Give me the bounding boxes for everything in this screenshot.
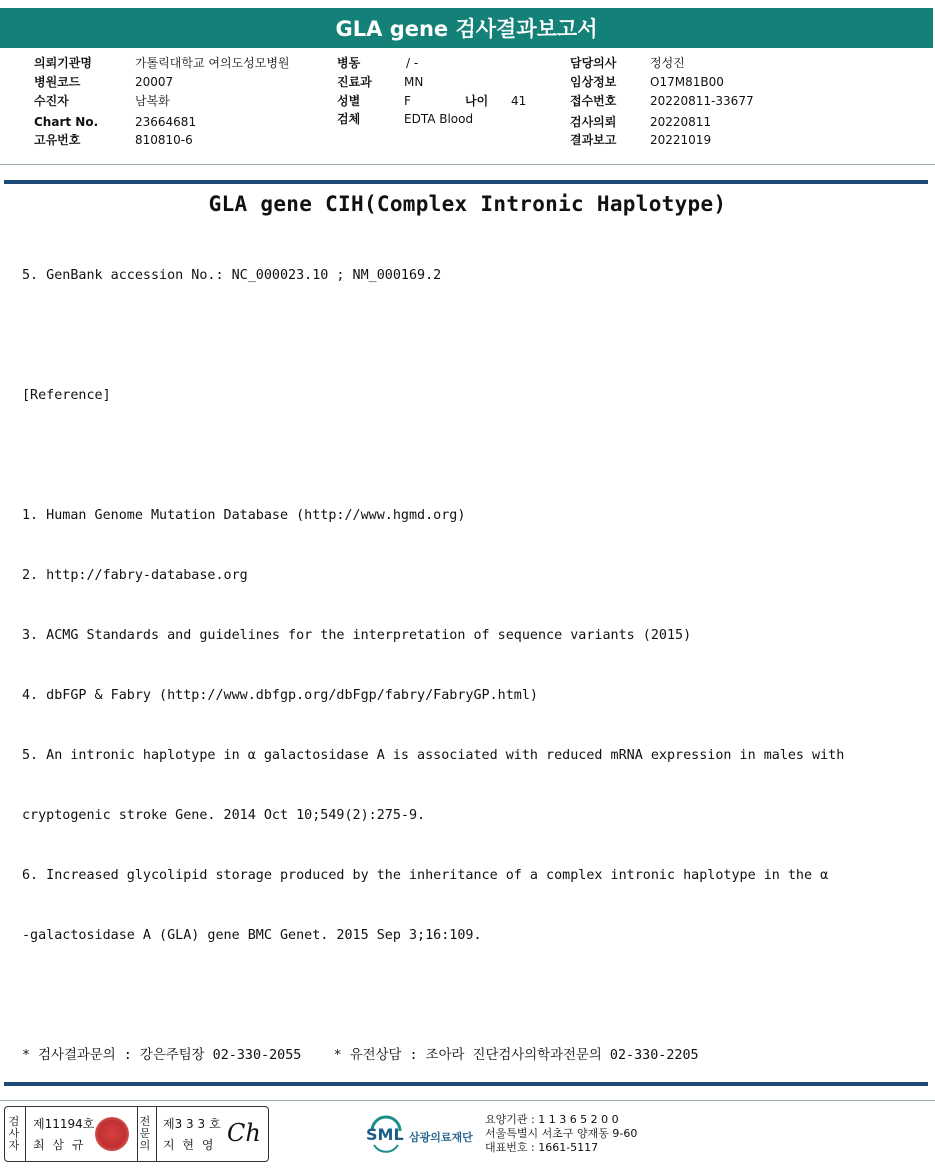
reviewer-name: 지 현 영 (163, 1138, 216, 1152)
info-label: 검체 (337, 112, 361, 126)
text-line (22, 446, 922, 466)
institution-code: 요양기관 : 1 1 3 6 5 2 0 0 (485, 1113, 619, 1126)
institution-address: 서울특별시 서초구 양재동 9-60 (485, 1127, 638, 1140)
info-label: 진료과 (337, 75, 372, 89)
text-line: 5. GenBank accession No.: NC_000023.10 ; NM_000169.2 (22, 268, 442, 283)
info-value: / - (406, 56, 419, 70)
text-line: cryptogenic stroke Gene. 2014 Oct 10;549(2):275-9. (22, 808, 426, 823)
tester-license: 제11194호 (33, 1117, 95, 1131)
logo-text: SML (366, 1125, 404, 1144)
report-title-banner (0, 8, 933, 48)
info-label: 나이 (465, 94, 489, 108)
info-label: 접수번호 (570, 94, 617, 108)
divider (0, 164, 935, 165)
info-label: 병동 (337, 56, 361, 70)
info-value: 41 (511, 94, 527, 108)
divider (4, 1082, 928, 1086)
reviewer-license: 제3 3 3 호 (163, 1117, 221, 1131)
info-label: 수진자 (34, 94, 69, 108)
text-line: 1. Human Genome Mutation Database (http://www.hgmd.org) (22, 508, 466, 523)
patient-info (0, 54, 935, 154)
text-line (22, 326, 922, 346)
divider (4, 180, 928, 184)
tester-label: 검사자 (8, 1115, 20, 1152)
info-label: 의뢰기관명 (34, 56, 92, 70)
info-label: 결과보고 (570, 133, 617, 147)
institution-info (485, 1113, 637, 1155)
info-value: O17M81B00 (650, 75, 724, 89)
info-label: 고유번호 (34, 133, 81, 147)
info-label: 담당의사 (570, 56, 617, 70)
info-label: 성별 (337, 94, 361, 108)
text-line: [Reference] (22, 388, 111, 403)
info-value: 남복화 (135, 94, 170, 108)
institution-phone: 대표번호 : 1661-5117 (485, 1141, 599, 1154)
info-value: EDTA Blood (404, 112, 474, 126)
signature-box (4, 1106, 269, 1162)
info-value: F (404, 94, 411, 108)
info-label: 임상정보 (570, 75, 617, 89)
report-title: GLA gene 검사결과보고서 (335, 17, 598, 41)
text-line (22, 986, 922, 1006)
text-line: 2. http://fabry-database.org (22, 568, 248, 583)
info-value: 20220811-33677 (650, 94, 754, 108)
info-value: MN (404, 75, 424, 89)
review-label: 전문의 (139, 1115, 151, 1152)
info-label: Chart No. (34, 115, 99, 129)
divider (0, 1100, 935, 1101)
info-value: 20007 (135, 75, 174, 89)
text-line: 6. Increased glycolipid storage produced by the inheritance of a complex intronic haplotype in the α (22, 868, 829, 883)
info-label: 병원코드 (34, 75, 81, 89)
section-body (22, 226, 922, 1086)
info-value: 가톨릭대학교 여의도성모병원 (135, 56, 290, 70)
section-title: GLA gene CIH(Complex Intronic Haplotype) (208, 192, 727, 216)
logo-org: 삼광의료재단 (409, 1131, 473, 1144)
text-line: 3. ACMG Standards and guidelines for the interpretation of sequence variants (2015) (22, 628, 692, 643)
info-value: 20220811 (650, 115, 712, 129)
seal-stamp-icon (95, 1117, 129, 1151)
signature: Ch (227, 1119, 261, 1147)
text-line: 5. An intronic haplotype in α galactosidase A is associated with reduced mRNA expression in males with (22, 748, 845, 763)
info-value: 23664681 (135, 115, 197, 129)
info-value: 정성진 (650, 56, 685, 70)
contact-line: * 검사결과문의 : 강은주팀장 02-330-2055 * 유전상담 : 조아라 진단검사의학과전문의 02-330-2205 (22, 1048, 699, 1063)
info-value: 20221019 (650, 133, 712, 147)
sml-logo (366, 1115, 482, 1153)
info-label: 검사의뢰 (570, 115, 617, 129)
text-line: 4. dbFGP & Fabry (http://www.dbfgp.org/dbFgp/fabry/FabryGP.html) (22, 688, 538, 703)
info-value: 810810-6 (135, 133, 193, 147)
tester-name: 최 삼 규 (33, 1138, 86, 1152)
text-line: -galactosidase A (GLA) gene BMC Genet. 2015 Sep 3;16:109. (22, 928, 482, 943)
